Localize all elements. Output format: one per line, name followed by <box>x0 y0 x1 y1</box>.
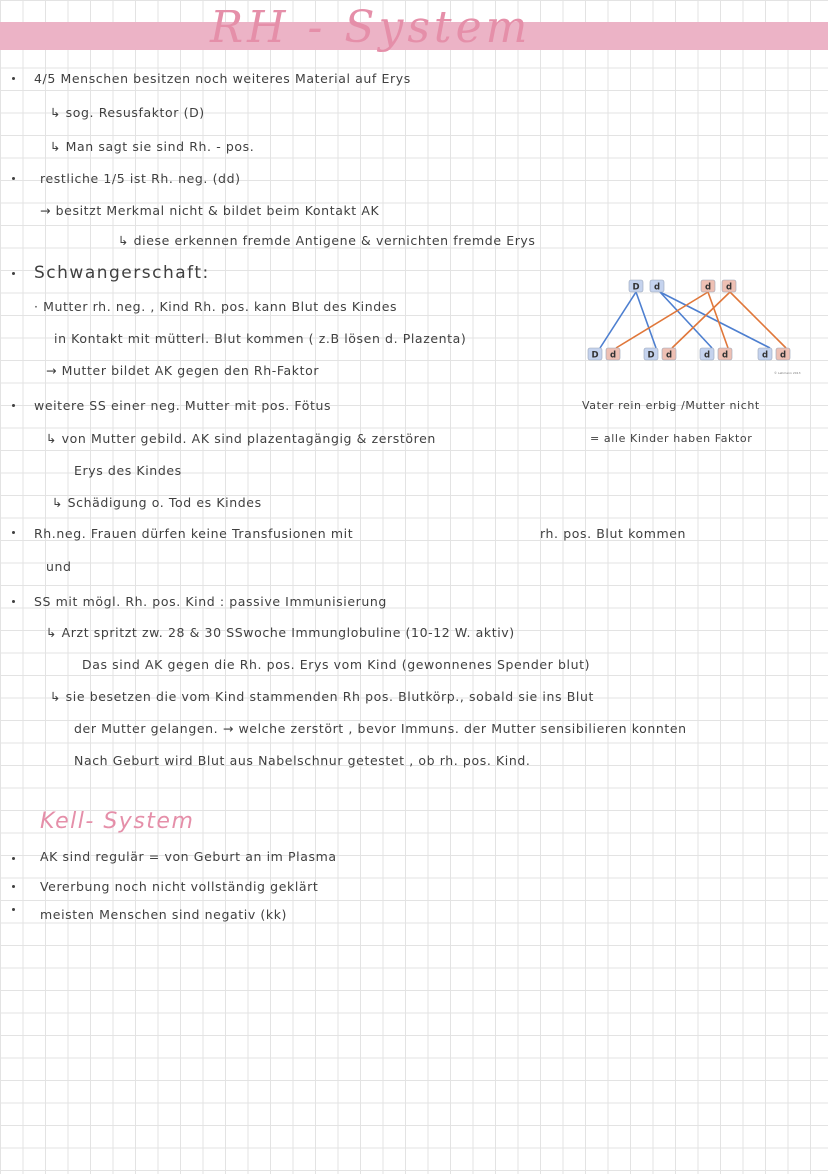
note-line: in Kontakt mit mütterl. Blut kommen ( z.B lösen d. Plazenta) <box>54 331 467 346</box>
note-line: · Mutter rh. neg. , Kind Rh. pos. kann Blut des Kindes <box>34 299 398 314</box>
bullet-dot <box>12 857 15 860</box>
note-line: 4/5 Menschen besitzen noch weiteres Material auf Erys <box>34 71 411 86</box>
note-line: ↳ Schädigung o. Tod es Kindes <box>52 495 262 510</box>
diagram-link <box>660 292 712 348</box>
note-line: Erys des Kindes <box>74 463 182 478</box>
allele-label: D <box>591 350 599 361</box>
section-heading-pregnancy: Schwangerschaft: <box>34 263 210 283</box>
diagram-caption: Vater rein erbig /Mutter nicht <box>582 399 760 412</box>
parent-genotype-left <box>629 280 664 293</box>
parent-genotype-right <box>701 280 736 293</box>
note-line: ↳ sie besetzen die vom Kind stammenden Rh pos. Blutkörp., sobald sie ins Blut <box>50 689 594 704</box>
note-line: Vererbung noch nicht vollständig geklärt <box>40 879 319 894</box>
note-line: und <box>46 559 72 574</box>
note-line: ↳ von Mutter gebild. AK sind plazentagängig & zerstören <box>46 431 436 446</box>
note-line: AK sind regulär = von Geburt an im Plasma <box>40 849 337 864</box>
bullet-dot <box>12 77 15 80</box>
note-line: weitere SS einer neg. Mutter mit pos. Fötus <box>34 398 332 413</box>
allele-label: d <box>609 350 617 361</box>
allele-label: d <box>704 282 712 293</box>
page-title: RH - System <box>210 2 532 53</box>
note-line: restliche 1/5 ist Rh. neg. (dd) <box>40 171 241 186</box>
note-line: SS mit mögl. Rh. pos. Kind : passive Immunisierung <box>34 594 387 609</box>
note-line: rh. pos. Blut kommen <box>540 526 687 541</box>
note-line: → Mutter bildet AK gegen den Rh-Faktor <box>46 363 320 378</box>
children-genotypes <box>588 348 790 361</box>
note-line: der Mutter gelangen. → welche zerstört , bevor Immuns. der Mutter sensibilieren konnten <box>74 721 687 736</box>
allele-label: d <box>703 350 711 361</box>
allele-label: d <box>779 350 787 361</box>
note-line: → besitzt Merkmal nicht & bildet beim Kontakt AK <box>40 203 380 218</box>
inheritance-diagram <box>580 272 802 384</box>
diagram-link <box>708 292 728 348</box>
diagram-link <box>636 292 656 348</box>
diagram-link <box>730 292 786 348</box>
bullet-dot <box>12 531 15 534</box>
bullet-dot <box>12 272 15 275</box>
note-line: Rh.neg. Frauen dürfen keine Transfusionen mit <box>34 526 354 541</box>
allele-label: d <box>761 350 769 361</box>
diagram-credit: © Lehmann 2013 <box>774 371 801 375</box>
note-line: meisten Menschen sind negativ (kk) <box>40 907 288 922</box>
bullet-dot <box>12 404 15 407</box>
note-line: ↳ sog. Resusfaktor (D) <box>50 105 205 120</box>
diagram-link <box>672 292 730 348</box>
allele-label: d <box>721 350 729 361</box>
bullet-dot <box>12 600 15 603</box>
diagram-caption: = alle Kinder haben Faktor <box>590 432 753 445</box>
allele-label: D <box>632 282 640 293</box>
bullet-dot <box>12 177 15 180</box>
note-line: ↳ diese erkennen fremde Antigene & vernichten fremde Erys <box>118 233 536 248</box>
bullet-dot <box>12 885 15 888</box>
note-line: Das sind AK gegen die Rh. pos. Erys vom Kind (gewonnenes Spender blut) <box>82 657 591 672</box>
bullet-dot <box>12 908 15 911</box>
allele-label: D <box>647 350 655 361</box>
allele-label: d <box>653 282 661 293</box>
note-line: ↳ Man sagt sie sind Rh. - pos. <box>50 139 255 154</box>
section-heading-kell: Kell- System <box>40 809 195 834</box>
note-line: ↳ Arzt spritzt zw. 28 & 30 SSwoche Immunglobuline (10-12 W. aktiv) <box>46 625 515 640</box>
diagram-link <box>660 292 770 348</box>
note-line: Nach Geburt wird Blut aus Nabelschnur getestet , ob rh. pos. Kind. <box>74 753 531 768</box>
allele-label: d <box>725 282 733 293</box>
allele-label: d <box>665 350 673 361</box>
